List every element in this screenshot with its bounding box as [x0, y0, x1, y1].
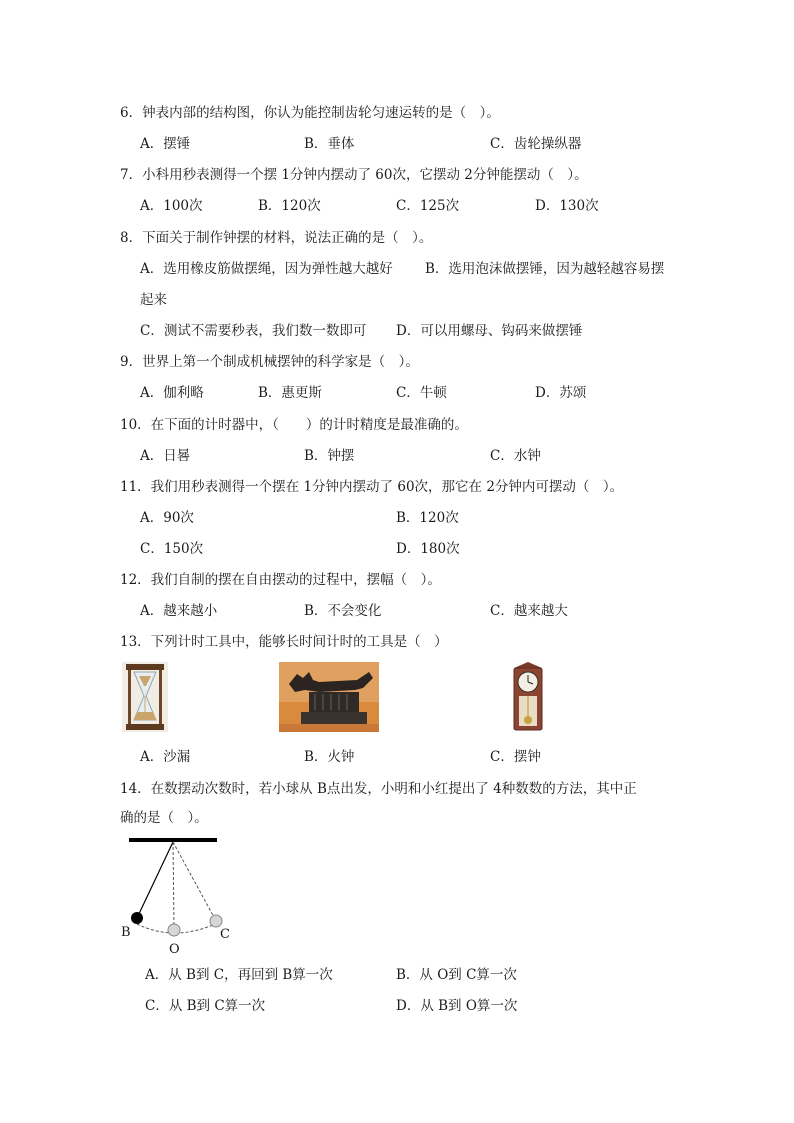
q12-option-c: C．越来越大 — [490, 603, 568, 619]
hourglass-image — [122, 662, 168, 732]
pendulum-diagram — [112, 834, 252, 962]
q12-option-b: B．不会变化 — [304, 603, 382, 619]
q9-option-a: A．伽利略 — [140, 385, 204, 401]
question-9-stem: 9．世界上第一个制成机械摆钟的科学家是（ ）。 — [120, 354, 419, 370]
q6-option-a: A．摆锤 — [140, 136, 191, 152]
diagram-label-c: C — [220, 927, 230, 942]
question-14-stem-continued: 确的是（ ）。 — [120, 810, 208, 826]
q9-option-b: B．惠更斯 — [258, 385, 322, 401]
q6-option-c: C．齿轮操纵器 — [490, 136, 582, 152]
q13-option-b: B．火钟 — [304, 749, 355, 765]
question-7-stem: 7．小科用秒表测得一个摆 1分钟内摆动了 60次，它摆动 2分钟能摆动（ ）。 — [120, 167, 588, 183]
question-11-stem: 11．我们用秒表测得一个摆在 1分钟内摆动了 60次，那它在 2分钟内可摆动（ ）。 — [120, 479, 624, 495]
q9-option-d: D．苏颂 — [535, 385, 587, 401]
q6-option-b: B．垂体 — [304, 136, 355, 152]
diagram-label-o: O — [169, 942, 180, 957]
q14-option-b: B．从 O到 C算一次 — [396, 967, 517, 983]
question-10-stem: 10．在下面的计时器中，（ ）的计时精度是最准确的。 — [120, 417, 468, 433]
question-12-stem: 12．我们自制的摆在自由摆动的过程中，摆幅（ ）。 — [120, 572, 441, 588]
q11-option-a: A．90次 — [140, 510, 194, 526]
q14-option-a: A．从 B到 C，再回到 B算一次 — [145, 967, 333, 983]
q13-option-c: C．摆钟 — [490, 749, 541, 765]
q8-option-d: D．可以用螺母、钩码来做摆锤 — [396, 323, 583, 339]
q10-option-c: C．水钟 — [490, 448, 541, 464]
q11-option-d: D．180次 — [396, 541, 460, 557]
q7-option-d: D．130次 — [535, 198, 599, 214]
q10-option-b: B．钟摆 — [304, 448, 355, 464]
q8-option-b-continued: 起来 — [140, 292, 167, 308]
q13-option-a: A．沙漏 — [140, 749, 191, 765]
question-8-stem: 8．下面关于制作钟摆的材料，说法正确的是（ ）。 — [120, 230, 433, 246]
q8-option-a: A．选用橡皮筋做摆绳，因为弹性越大越好 — [140, 261, 393, 277]
q7-option-c: C．125次 — [396, 198, 460, 214]
question-13-stem: 13．下列计时工具中，能够长时间计时的工具是（ ） — [120, 634, 448, 650]
q9-option-c: C．牛顿 — [396, 385, 447, 401]
q11-option-c: C．150次 — [140, 541, 204, 557]
q14-option-c: C．从 B到 C算一次 — [145, 998, 266, 1014]
fire-clock-image — [279, 662, 379, 732]
q7-option-a: A．100次 — [140, 198, 203, 214]
pendulum-clock-image — [510, 662, 546, 732]
q10-option-a: A．日晷 — [140, 448, 191, 464]
diagram-label-b: B — [121, 925, 131, 940]
q8-option-b: B．选用泡沫做摆锤，因为越轻越容易摆 — [425, 261, 665, 277]
question-14-stem: 14．在数摆动次数时，若小球从 B点出发，小明和小红提出了 4种数数的方法，其中正 — [120, 781, 637, 797]
q14-option-d: D．从 B到 O算一次 — [396, 998, 518, 1014]
question-6-stem: 6．钟表内部的结构图，你认为能控制齿轮匀速运转的是（ ）。 — [120, 105, 500, 121]
q11-option-b: B．120次 — [396, 510, 459, 526]
q8-option-c: C．测试不需要秒表，我们数一数即可 — [140, 323, 367, 339]
q12-option-a: A．越来越小 — [140, 603, 218, 619]
q7-option-b: B．120次 — [258, 198, 321, 214]
